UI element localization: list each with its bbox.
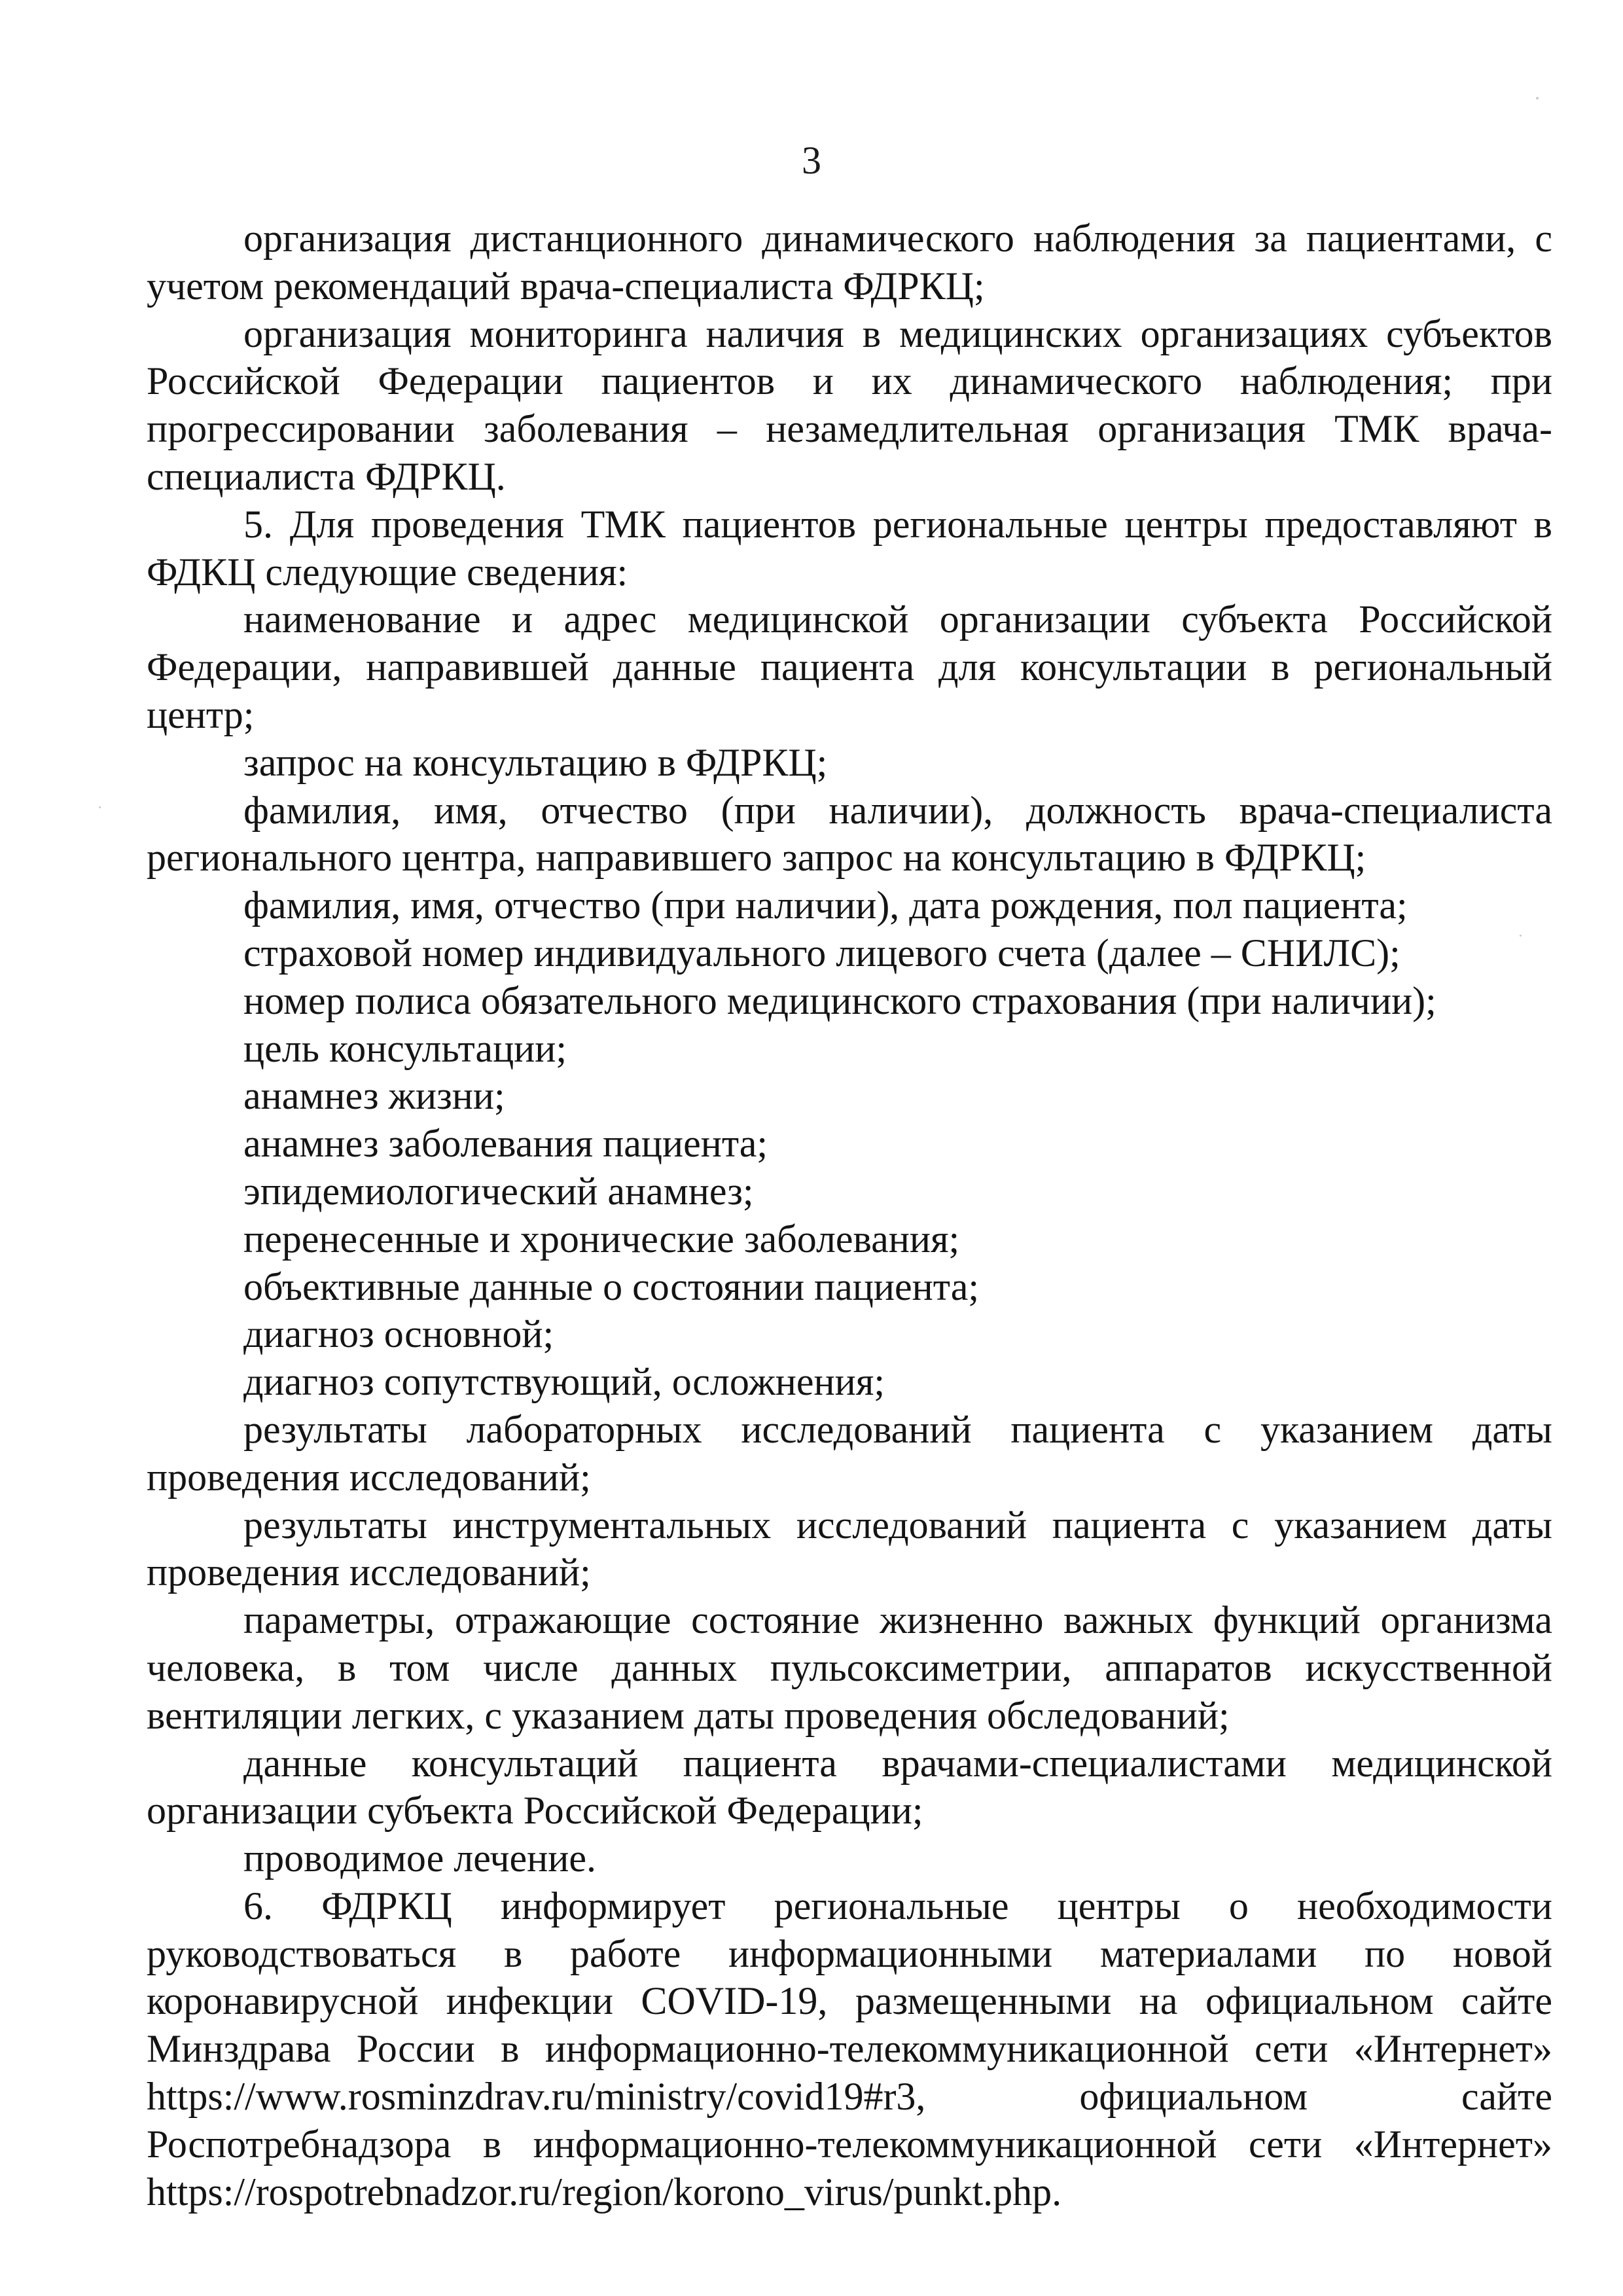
list-item: наименование и адрес медицинской организации субъекта Российской Федерации, направившей данные пациента для консультации в региональный центр;: [147, 598, 1552, 736]
list-item: диагноз основной;: [243, 1312, 554, 1356]
list-item: фамилия, имя, отчество (при наличии), дата рождения, пол пациента;: [243, 884, 1408, 927]
list-item: результаты инструментальных исследований пациента с указанием даты проведения исследований;: [147, 1503, 1552, 1594]
list-item: цель консультации;: [243, 1026, 567, 1070]
list-item: проводимое лечение.: [243, 1837, 597, 1880]
paragraph-section-5: 5. Для проведения ТМК пациентов региональные центры предоставляют в ФДКЦ следующие сведения:: [147, 502, 1552, 594]
list-item: объективные данные о состоянии пациента;: [243, 1265, 980, 1308]
paragraph-monitoring: организация мониторинга наличия в медицинских организациях субъектов Российской Федерации пациентов и их динамического наблюдения; при прогрессировании заболевания – незамедлительная организация ТМК врача-специалиста ФДРКЦ.: [147, 312, 1552, 498]
list-item: данные консультаций пациента врачами-специалистами медицинской организации субъекта Российской Федерации;: [147, 1741, 1552, 1833]
list-item: анамнез жизни;: [243, 1074, 505, 1118]
scan-speck: [99, 806, 101, 808]
list-item: фамилия, имя, отчество (при наличии), должность врача-специалиста регионального центра, направившего запрос на консультацию в ФДРКЦ;: [147, 788, 1552, 880]
list-item: эпидемиологический анамнез;: [243, 1169, 754, 1213]
list-item: запрос на консультацию в ФДРКЦ;: [243, 740, 828, 784]
scan-speck: [1520, 935, 1522, 937]
paragraph-remote-observation: организация дистанционного динамического наблюдения за пациентами, с учетом рекомендаций врача-специалиста ФДРКЦ;: [147, 217, 1552, 308]
list-item: номер полиса обязательного медицинского страхования (при наличии);: [243, 978, 1436, 1022]
paragraph-section-6: 6. ФДРКЦ информирует региональные центры о необходимости руководствоваться в работе информационными материалами по новой коронавирусной инфекции COVID-19, размещенными на официальном сайте Минздрава России в информационно-телекоммуникационной сети «Интернет» https://www.rosminzdrav.ru/ministry/covid19#r3, официальном сайте Роспотребнадзора в информационно-телекоммуникационной сети «Интернет» https://rospotrebnadzor.ru/region/korono_virus/punkt.php.: [147, 1884, 1552, 2214]
list-item: страховой номер индивидуального лицевого счета (далее – СНИЛС);: [243, 931, 1400, 975]
list-item: анамнез заболевания пациента;: [243, 1122, 768, 1166]
list-item: результаты лабораторных исследований пациента с указанием даты проведения исследований;: [147, 1407, 1552, 1499]
document-body: [147, 215, 1552, 2215]
list-item: параметры, отражающие состояние жизненно важных функций организма человека, в том числе данных пульсоксиметрии, аппаратов искусственной вентиляции легких, с указанием даты проведения обследований;: [147, 1598, 1552, 1737]
list-item: перенесенные и хронические заболевания;: [243, 1217, 960, 1261]
page-number: 3: [802, 139, 821, 182]
list-item: диагноз сопутствующий, осложнения;: [243, 1360, 885, 1404]
scan-speck: [1536, 97, 1539, 99]
